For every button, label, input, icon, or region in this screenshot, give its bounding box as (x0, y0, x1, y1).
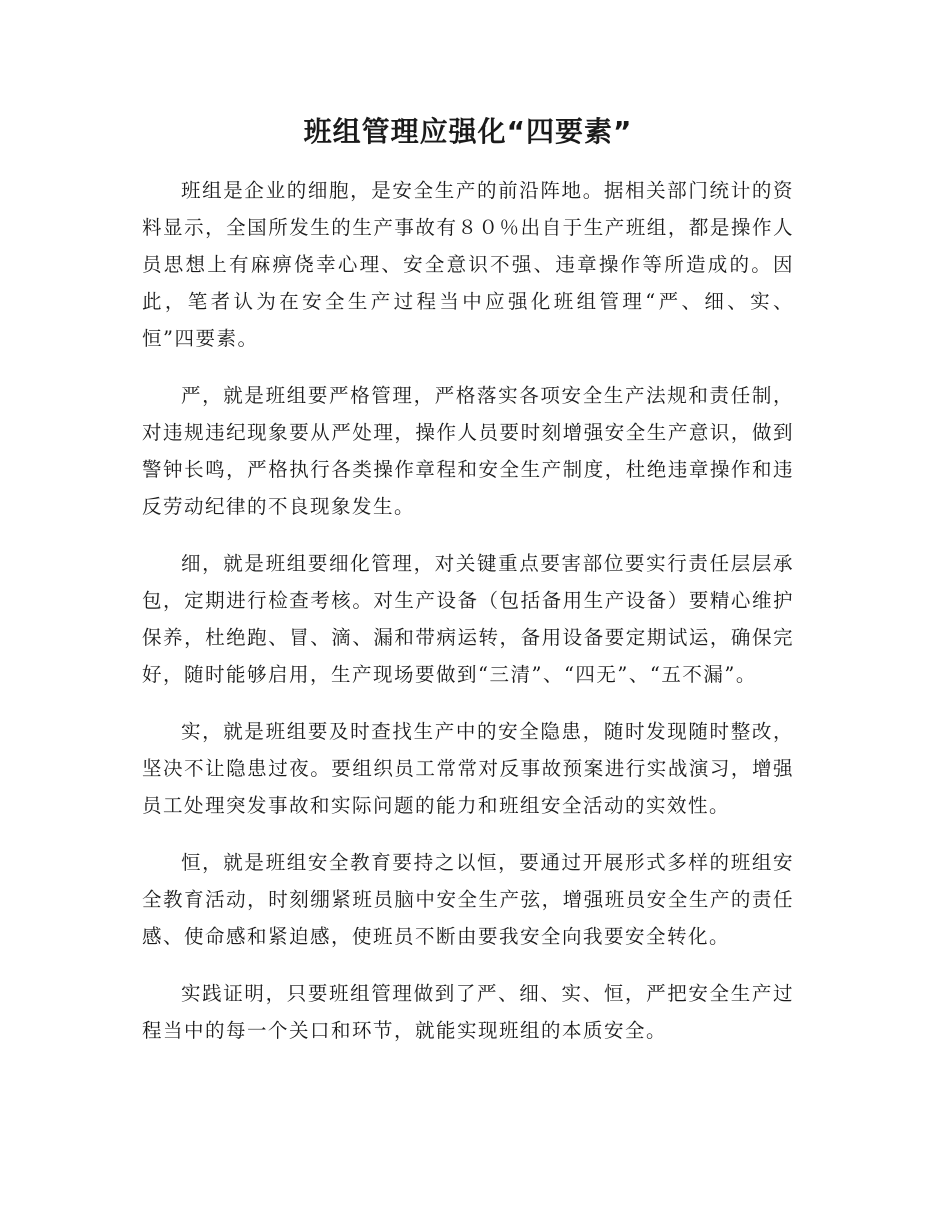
paragraph-persistent: 恒，就是班组安全教育要持之以恒，要通过开展形式多样的班组安全教育活动，时刻绷紧班员脑中安全生产弦，增强班员安全生产的责任感、使命感和紧迫感，使班员不断由要我安全向我要安全转化。 (142, 851, 794, 948)
document-page (142, 108, 794, 1069)
paragraph-detailed: 细，就是班组要细化管理，对关键重点要害部位要实行责任层层承包，定期进行检查考核。对生产设备（包括备用生产设备）要精心维护保养，杜绝跑、冒、滴、漏和带病运转，备用设备要定期试运，确保完好，随时能够启用，生产现场要做到“三清”、“四无”、“五不漏”。 (142, 552, 794, 686)
paragraph-strict: 严，就是班组要严格管理，严格落实各项安全生产法规和责任制，对违规违纪现象要从严处理，操作人员要时刻增强安全生产意识，做到警钟长鸣，严格执行各类操作章程和安全生产制度，杜绝违章操作和违反劳动纪律的不良现象发生。 (142, 384, 794, 518)
paragraph-practical: 实，就是班组要及时查找生产中的安全隐患，随时发现随时整改，坚决不让隐患过夜。要组织员工常常对反事故预案进行实战演习，增强员工处理突发事故和实际问题的能力和班组安全活动的实效性。 (142, 720, 794, 817)
paragraph-intro: 班组是企业的细胞，是安全生产的前沿阵地。据相关部门统计的资料显示，全国所发生的生产事故有８０％出自于生产班组，都是操作人员思想上有麻痹侥幸心理、安全意识不强、违章操作等所造成的。因此，笔者认为在安全生产过程当中应强化班组管理“严、细、实、恒”四要素。 (142, 179, 794, 350)
document-title: 班组管理应强化“四要素” (303, 115, 633, 148)
paragraph-conclusion: 实践证明，只要班组管理做到了严、细、实、恒，严把安全生产过程当中的每一个关口和环节，就能实现班组的本质安全。 (142, 982, 794, 1042)
